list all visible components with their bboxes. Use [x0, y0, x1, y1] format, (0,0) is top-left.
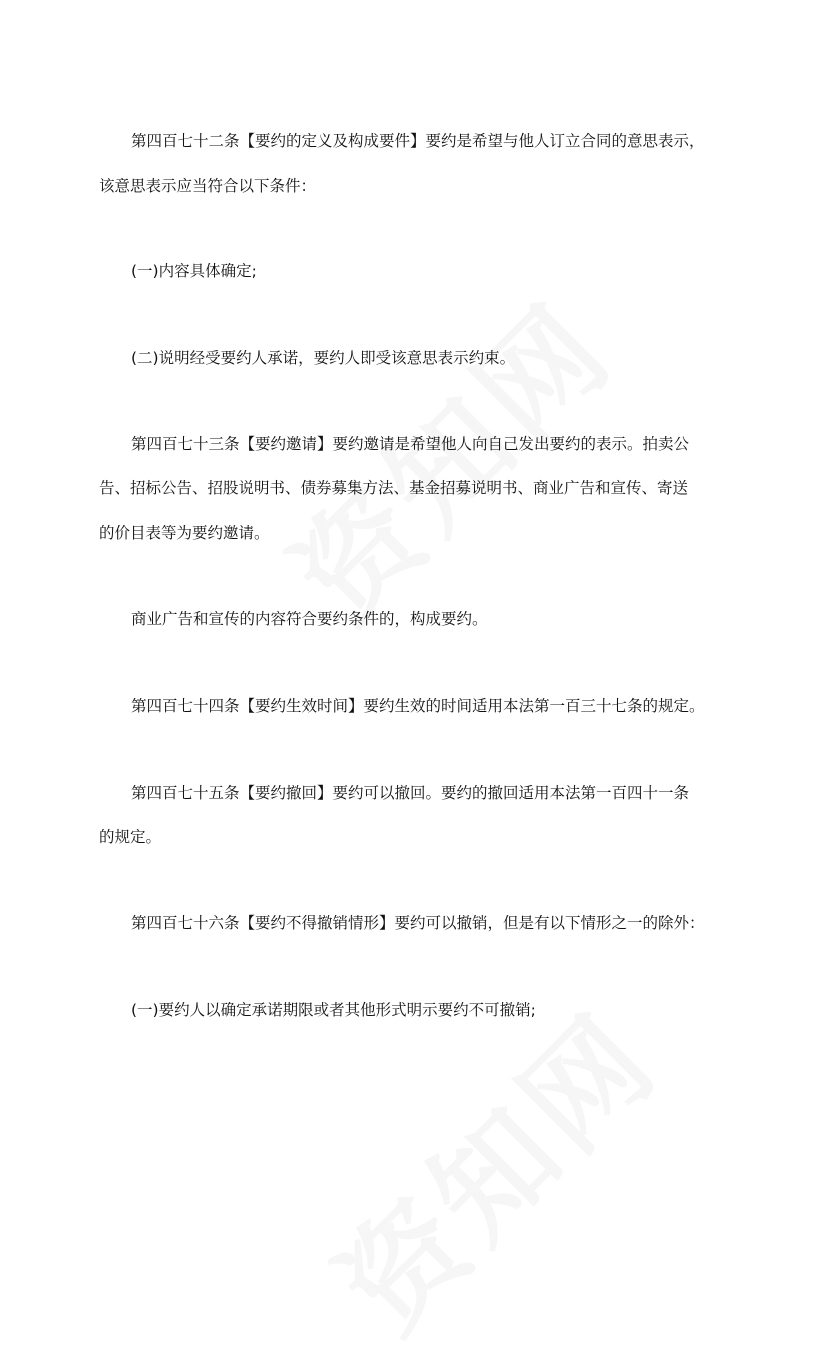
watermark — [295, 969, 688, 1362]
article-474-line-1: 第四百七十四条【要约生效时间】要约生效的时间适用本法第一百三十七条的规定。 — [131, 697, 705, 715]
article-476-item-1: (一)要约人以确定承诺期限或者其他形式明示要约不可撤销; — [131, 1001, 536, 1019]
article-473-line-2: 告、招标公告、招股说明书、债券募集方法、基金招募说明书、商业广告和宣传、寄送 — [99, 479, 689, 497]
watermark — [250, 259, 643, 652]
article-472-line-1: 第四百七十二条【要约的定义及构成要件】要约是希望与他人订立合同的意思表示， — [131, 132, 705, 150]
article-475-line-1: 第四百七十五条【要约撤回】要约可以撤回。要约的撤回适用本法第一百四十一条 — [131, 784, 690, 802]
article-472-item-1: (一)内容具体确定; — [131, 262, 257, 280]
article-473-line-3: 的价目表等为要约邀请。 — [99, 524, 270, 542]
article-475-line-2: 的规定。 — [99, 828, 162, 846]
article-472-item-2: (二)说明经受要约人承诺，要约人即受该意思表示约束。 — [131, 349, 516, 367]
article-472-line-2: 该意思表示应当符合以下条件： — [99, 177, 317, 195]
article-473-line-1: 第四百七十三条【要约邀请】要约邀请是希望他人向自己发出要约的表示。拍卖公 — [131, 435, 690, 453]
article-476-line-1: 第四百七十六条【要约不得撤销情形】要约可以撤销，但是有以下情形之一的除外： — [131, 914, 705, 932]
article-473-para-2: 商业广告和宣传的内容符合要约条件的，构成要约。 — [131, 610, 488, 628]
